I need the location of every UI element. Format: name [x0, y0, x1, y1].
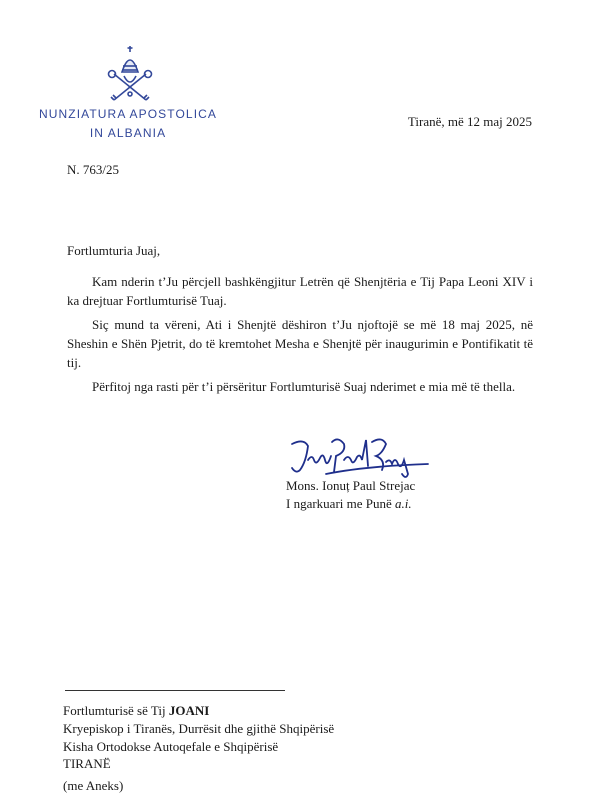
addressee-line-2: Kryepiskop i Tiranës, Durrësit dhe gjithë Shqipërisë — [63, 721, 335, 736]
paragraph-2: Siç mund ta vëreni, Ati i Shenjtë dëshiron t’Ju njoftojë se më 18 maj 2025, në Sheshin e Shën Pjetrit, do të kremtohet Mesha e Shenjtë për inaugurimin e Pontifikatit të tij. — [67, 317, 533, 370]
addressee-line-3: Kisha Ortodokse Autoqefale e Shqipërisë — [63, 739, 279, 754]
signer-name: Mons. Ionuț Paul Strejac — [286, 478, 416, 493]
reference-number: N. 763/25 — [67, 162, 119, 177]
addressee-line-1 — [63, 703, 209, 719]
signer-role-abbrev: a.i. — [395, 496, 412, 511]
paragraph-3: Përfitoj nga rasti për t’i përsëritur Fortlumturisë Suaj nderimet e mia më të thella. — [92, 379, 516, 394]
addressee-title: Fortlumturisë së Tij — [63, 703, 169, 718]
addressee-city: TIRANË — [63, 756, 111, 771]
enclosure-note: (me Aneks) — [63, 778, 124, 793]
signer-role-text: I ngarkuari me Punë — [286, 496, 396, 511]
nunciature-name: NUNZIATURA APOSTOLICA — [38, 107, 218, 121]
signer-role — [286, 496, 412, 512]
nunciature-country: IN ALBANIA — [89, 126, 167, 140]
addressee-divider — [65, 690, 285, 691]
addressee-name: JOANI — [168, 703, 210, 718]
paragraph-1: Kam nderin t’Ju përcjell bashkëngjitur Letrën që Shenjtëria e Tij Papa Leoni XIV i ka drejtuar Fortlumturisë Tuaj. — [67, 274, 533, 308]
papal-keys-tiara-emblem-icon — [102, 42, 158, 104]
salutation: Fortlumturia Juaj, — [67, 243, 161, 258]
letter-date: Tiranë, më 12 maj 2025 — [407, 114, 532, 129]
